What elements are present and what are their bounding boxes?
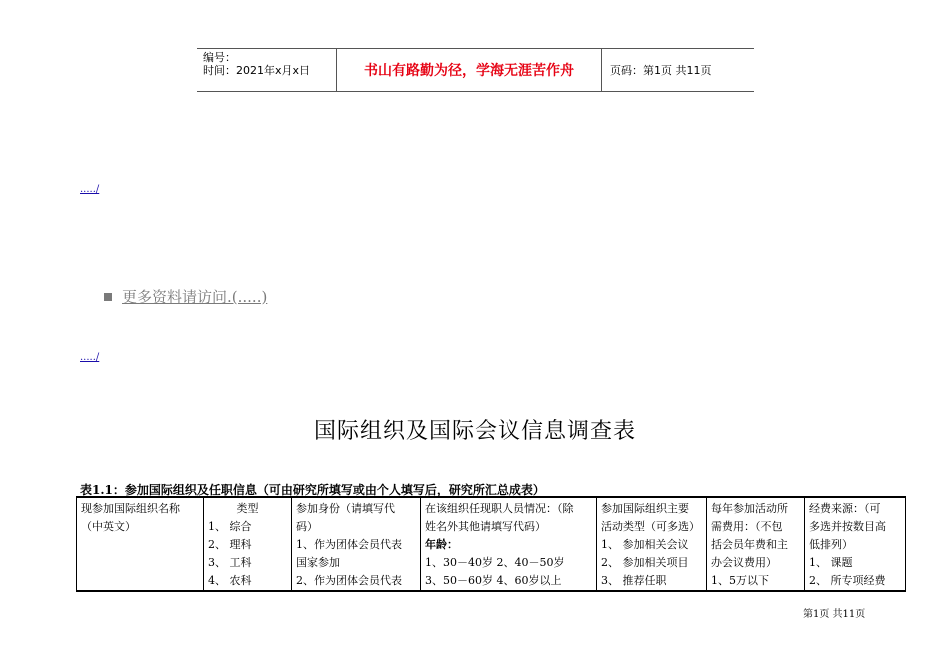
cell-line: 需费用：（不包 — [711, 520, 783, 533]
cell-line: 每年参加活动所 — [711, 502, 788, 515]
time-label: 时间：2021年x月x日 — [203, 64, 311, 77]
cell-line: 国家参加 — [296, 556, 340, 569]
cell-line: 活动类型（可多选） — [601, 520, 700, 533]
cell-line: 现参加国际组织名称 — [81, 502, 180, 515]
table-caption: 表1.1：参加国际组织及任职信息（可由研究所填写或由个人填写后，研究所汇总成表） — [80, 483, 545, 497]
header-page-label: 页码：第1页 共11页 — [610, 64, 712, 77]
more-resources[interactable] — [104, 286, 267, 307]
cell-line: 4、 农科 — [208, 574, 252, 587]
col-identity — [292, 497, 421, 591]
cell-line: 2、 理科 — [208, 538, 252, 551]
cell-line: 1、5万以下 — [711, 574, 769, 587]
cell-line: 姓名外其他请填写代码） — [425, 520, 546, 533]
table-row — [77, 497, 906, 591]
cell-line: （中英文） — [81, 520, 136, 533]
cell-line: 类型 — [236, 502, 259, 515]
col-annual-cost — [707, 497, 805, 591]
col-type — [204, 497, 292, 591]
cell-line: 3、 推荐任职 — [601, 574, 667, 587]
cell-line: 2、作为团体会员代表 — [296, 574, 402, 587]
cell-line: 3、50－60岁 4、60岁以上 — [425, 574, 562, 587]
col-activity-type — [597, 497, 707, 591]
resource-link-bottom[interactable]: ...../ — [80, 352, 100, 363]
header-meta — [197, 49, 337, 91]
cell-line: 多选并按数目高 — [809, 520, 886, 533]
cell-line: 经费来源：（可 — [809, 502, 881, 515]
cell-line: 低排列） — [809, 538, 853, 551]
document-title: 国际组织及国际会议信息调查表 — [313, 419, 636, 444]
resource-link-top[interactable]: ...../ — [80, 184, 100, 195]
more-resources-link[interactable]: 更多资料请访问.(.....) — [122, 288, 268, 306]
cell-line: 1、30－40岁 2、40－50岁 — [425, 556, 565, 569]
cell-line: 1、 参加相关会议 — [601, 538, 689, 551]
cell-line: 1、作为团体会员代表 — [296, 538, 402, 551]
cell-line: 年龄： — [425, 538, 458, 551]
cell-line: 2、 参加相关项目 — [601, 556, 689, 569]
cell-line: 3、 工科 — [208, 556, 252, 569]
header-motto: 书山有路勤为径，学海无涯苦作舟 — [337, 49, 602, 91]
col-org-name — [77, 497, 204, 591]
cell-line: 括会员年费和主 — [711, 538, 788, 551]
cell-line: 码） — [296, 520, 318, 533]
cell-line: 在该组织任现职人员情况：（除 — [425, 502, 574, 515]
number-label: 编号： — [203, 51, 236, 64]
cell-line: 参加国际组织主要 — [601, 502, 689, 515]
cell-line: 办会议费用） — [711, 556, 777, 569]
cell-line: 2、 所专项经费 — [809, 574, 886, 587]
page-header — [197, 48, 754, 92]
page-footer: 第1页 共11页 — [803, 609, 866, 620]
bullet-square-icon — [104, 293, 112, 301]
col-staff — [421, 497, 597, 591]
col-funding-source — [805, 497, 906, 591]
cell-line: 1、 课题 — [809, 556, 853, 569]
survey-table — [76, 496, 906, 592]
cell-line: 参加身份（请填写代 — [296, 502, 395, 515]
cell-line: 1、 综合 — [208, 520, 252, 533]
